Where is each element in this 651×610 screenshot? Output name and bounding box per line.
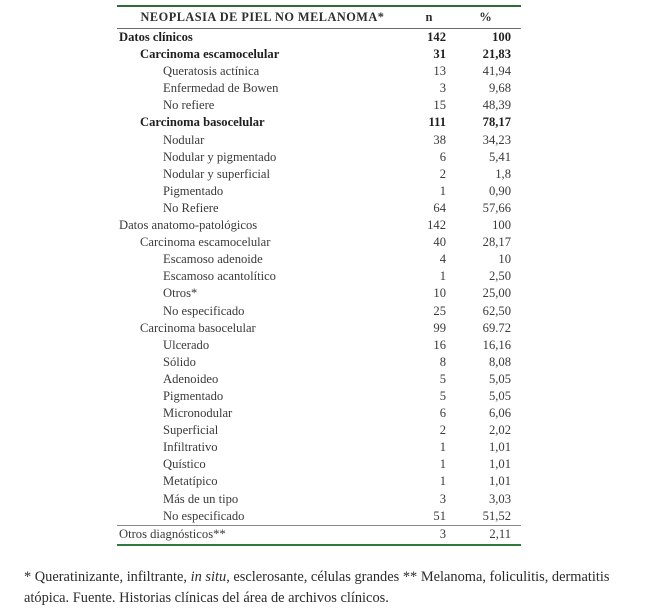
row-count: 5 <box>439 388 446 403</box>
table-row <box>117 46 521 63</box>
table-bottom-rule <box>117 544 521 546</box>
row-percent: 16,16 <box>482 337 511 352</box>
row-percent: 69.72 <box>482 320 511 335</box>
row-label: Superficial <box>163 423 219 438</box>
row-label: Otros* <box>163 286 198 301</box>
row-label: Datos anatomo-patológicos <box>119 218 258 233</box>
table-row <box>117 388 521 405</box>
row-label: Más de un tipo <box>163 491 239 506</box>
row-percent: 1,01 <box>488 474 511 489</box>
table-body <box>117 29 521 543</box>
row-label: Carcinoma escamocelular <box>140 235 271 250</box>
neoplasia-table <box>117 8 521 543</box>
row-label: No especificado <box>163 508 245 523</box>
row-percent: 51,52 <box>482 508 511 523</box>
row-percent: 78,17 <box>482 115 511 130</box>
row-percent: 6,06 <box>488 406 511 421</box>
row-percent: 1,01 <box>488 440 511 455</box>
table-row <box>117 63 521 80</box>
row-percent: 41,94 <box>482 64 511 79</box>
column-header-n: n <box>402 8 460 29</box>
row-count: 3 <box>402 525 460 543</box>
row-count: 16 <box>433 337 446 352</box>
row-count: 1 <box>439 269 446 284</box>
table-row <box>117 149 521 166</box>
row-percent: 2,11 <box>460 525 521 543</box>
row-count: 10 <box>433 286 446 301</box>
row-label: Pigmentado <box>163 388 224 403</box>
row-label: Sólido <box>163 354 196 369</box>
footnote-part1: * Queratinizante, infiltrante, <box>24 569 191 585</box>
row-count: 1 <box>439 440 446 455</box>
row-percent: 9,68 <box>488 81 511 96</box>
row-label: Escamoso acantolítico <box>163 269 276 284</box>
row-count: 3 <box>439 81 446 96</box>
table-container <box>117 5 521 546</box>
table-row <box>117 422 521 439</box>
row-percent: 2,50 <box>488 269 511 284</box>
row-percent: 3,03 <box>488 491 511 506</box>
row-percent: 28,17 <box>482 235 511 250</box>
table-row <box>117 337 521 354</box>
table-row <box>117 491 521 508</box>
table-row <box>117 80 521 97</box>
table-row <box>117 371 521 388</box>
table-top-rule <box>117 5 521 7</box>
row-percent: 100 <box>492 30 511 44</box>
row-count: 51 <box>433 508 446 523</box>
row-count: 4 <box>439 252 446 267</box>
row-percent: 1,01 <box>488 457 511 472</box>
table-row <box>117 29 521 47</box>
row-label: No especificado <box>163 303 245 318</box>
table-row <box>117 508 521 526</box>
table-row <box>117 320 521 337</box>
row-label: Micronodular <box>163 406 233 421</box>
row-count: 1 <box>439 474 446 489</box>
table-row <box>117 200 521 217</box>
row-label: Nodular y superficial <box>163 166 271 181</box>
row-label: Carcinoma basocelular <box>140 320 256 335</box>
row-label: Infiltrativo <box>163 440 218 455</box>
row-label: Nodular <box>163 132 205 147</box>
footnote-italic-term: in situ <box>190 569 227 585</box>
row-label: Ulcerado <box>163 337 210 352</box>
row-percent: 62,50 <box>482 303 511 318</box>
table-row <box>117 114 521 131</box>
table-header <box>117 8 521 29</box>
row-percent: 21,83 <box>482 47 511 62</box>
row-label: Escamoso adenoide <box>163 252 263 267</box>
table-row <box>117 405 521 422</box>
footnote-part2: , esclerosante, células grandes ** Melanoma, foliculitis, dermatitis atópica. Fuente. Historias clínicas del área de archivos clínicos. <box>24 569 610 606</box>
row-percent: 5,41 <box>488 149 511 164</box>
row-count: 13 <box>433 64 446 79</box>
row-count: 142 <box>427 218 446 233</box>
row-count: 111 <box>428 115 446 130</box>
row-label: Carcinoma escamocelular <box>140 47 280 62</box>
table-row <box>117 268 521 285</box>
row-label: No Refiere <box>163 200 219 215</box>
column-header-title: NEOPLASIA DE PIEL NO MELANOMA* <box>117 8 402 29</box>
row-count: 2 <box>439 166 446 181</box>
row-percent: 25,00 <box>482 286 511 301</box>
row-percent: 5,05 <box>488 388 511 403</box>
row-count: 8 <box>439 354 446 369</box>
table-row <box>117 251 521 268</box>
row-count: 6 <box>439 149 446 164</box>
table-footnote <box>24 567 630 609</box>
row-count: 5 <box>439 371 446 386</box>
row-count: 15 <box>433 98 446 113</box>
row-count: 1 <box>439 183 446 198</box>
table-row <box>117 525 521 543</box>
row-percent: 0,90 <box>488 183 511 198</box>
table-row <box>117 285 521 302</box>
row-percent: 10 <box>498 252 511 267</box>
row-percent: 1,8 <box>495 166 511 181</box>
table-row <box>117 303 521 320</box>
row-count: 25 <box>433 303 446 318</box>
row-label: Datos clínicos <box>119 30 193 44</box>
table-row <box>117 354 521 371</box>
row-percent: 34,23 <box>482 132 511 147</box>
table-row <box>117 234 521 251</box>
row-count: 6 <box>439 406 446 421</box>
row-count: 38 <box>433 132 446 147</box>
row-label: Metatípico <box>163 474 218 489</box>
row-label: Otros diagnósticos** <box>117 525 402 543</box>
table-row <box>117 456 521 473</box>
row-count: 99 <box>433 320 446 335</box>
row-percent: 100 <box>492 218 511 233</box>
row-count: 142 <box>427 30 446 44</box>
row-count: 2 <box>439 423 446 438</box>
row-label: Enfermedad de Bowen <box>163 81 279 96</box>
row-label: Carcinoma basocelular <box>140 115 265 130</box>
column-header-percent: % <box>460 8 521 29</box>
row-label: Adenoideo <box>163 371 219 386</box>
row-percent: 8,08 <box>488 354 511 369</box>
row-label: Pigmentado <box>163 183 224 198</box>
row-label: No refiere <box>163 98 215 113</box>
row-count: 31 <box>433 47 446 62</box>
row-label: Nodular y pigmentado <box>163 149 277 164</box>
table-row <box>117 473 521 490</box>
header-row <box>117 8 521 29</box>
row-percent: 48,39 <box>482 98 511 113</box>
row-count: 40 <box>433 235 446 250</box>
row-count: 1 <box>439 457 446 472</box>
row-label: Quístico <box>163 457 206 472</box>
table-row <box>117 166 521 183</box>
row-label: Queratosis actínica <box>163 64 260 79</box>
row-percent: 5,05 <box>488 371 511 386</box>
table-row <box>117 97 521 114</box>
row-count: 64 <box>433 200 446 215</box>
table-row <box>117 439 521 456</box>
row-percent: 2,02 <box>488 423 511 438</box>
row-count: 3 <box>439 491 446 506</box>
table-row <box>117 217 521 234</box>
row-percent: 57,66 <box>482 200 511 215</box>
table-row <box>117 132 521 149</box>
table-row <box>117 183 521 200</box>
